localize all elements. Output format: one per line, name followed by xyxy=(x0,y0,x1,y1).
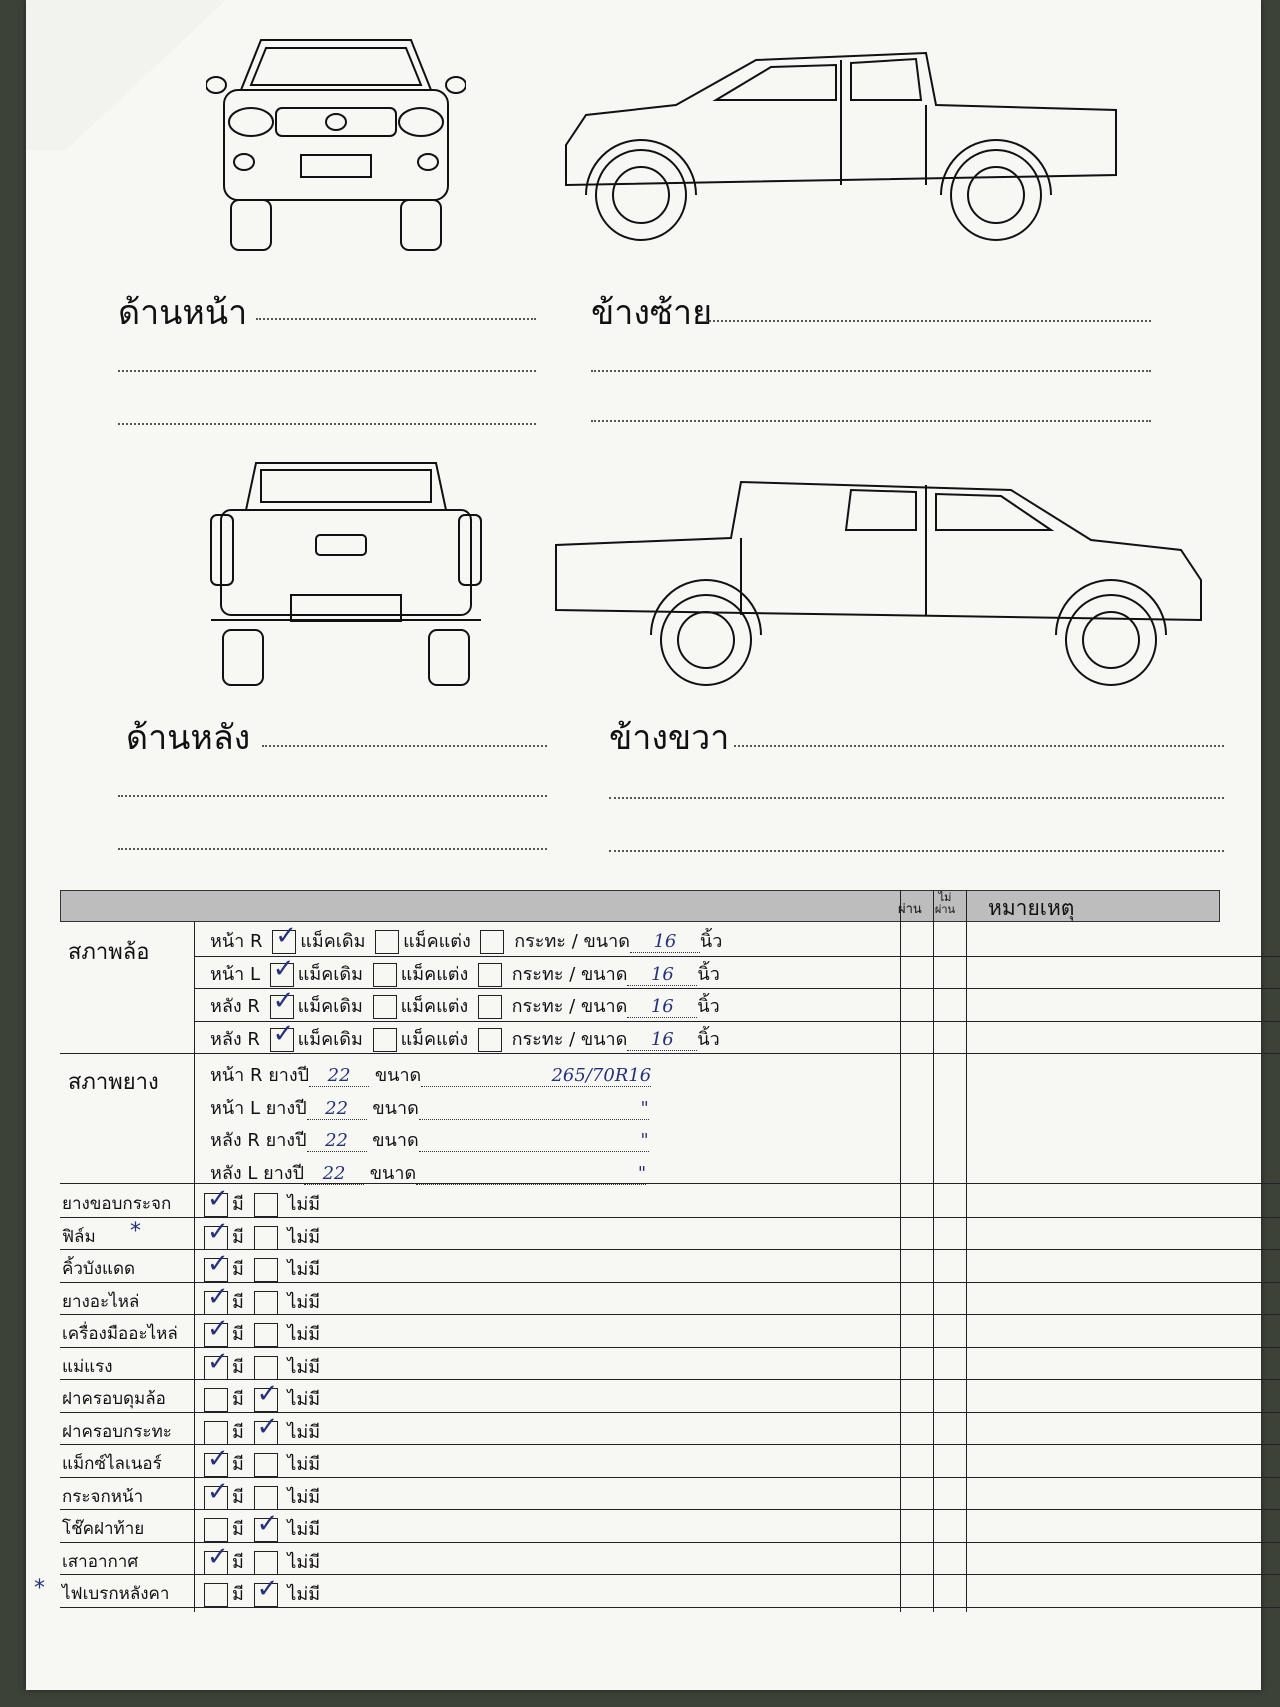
left-note-line-1[interactable] xyxy=(706,320,1151,322)
remark-column-header: หมายเหตุ xyxy=(988,896,1075,920)
wheel-size-checkbox[interactable] xyxy=(480,930,504,954)
has-label: มี xyxy=(232,1454,250,1475)
wheel-row xyxy=(210,1018,720,1053)
has-label: มี xyxy=(232,1226,250,1248)
tire-row xyxy=(210,1093,649,1122)
tire-size-value[interactable]: " xyxy=(419,1098,649,1120)
has-checkbox[interactable] xyxy=(204,1444,229,1477)
checklist-item-label: แม็กซ์ไลเนอร์ xyxy=(62,1454,162,1474)
has-checkbox[interactable] xyxy=(204,1476,229,1510)
wheel-original-checkbox[interactable] xyxy=(270,953,295,987)
section-divider xyxy=(60,1053,1280,1054)
wheel-original-checkbox[interactable] xyxy=(270,986,295,1019)
has-not-checkbox[interactable] xyxy=(254,1411,279,1445)
tire-size-label: ขนาด xyxy=(366,1097,419,1119)
checkmark-icon: ✓ xyxy=(207,1346,229,1377)
checkmark-icon: ✓ xyxy=(256,1574,279,1604)
checklist-options xyxy=(200,1509,321,1543)
tire-year-value[interactable]: 22 xyxy=(307,1130,367,1152)
checklist-options xyxy=(200,1281,321,1316)
car-front-drawing xyxy=(206,30,466,255)
rear-note-line-3[interactable] xyxy=(118,848,547,850)
checklist-options xyxy=(200,1346,321,1381)
has-not-checkbox[interactable] xyxy=(254,1486,278,1510)
row-divider xyxy=(60,1574,1280,1575)
has-not-checkbox[interactable] xyxy=(254,1193,278,1217)
has-label: มี xyxy=(232,1324,250,1345)
wheel-size-checkbox[interactable] xyxy=(478,995,502,1019)
wheel-original-label: แม็คเดิม xyxy=(297,996,369,1017)
wheel-position: หลัง R xyxy=(210,996,266,1017)
has-label: มี xyxy=(232,1584,250,1605)
wheel-custom-label: แม็คแต่ง xyxy=(400,963,474,985)
row-divider xyxy=(60,1542,1280,1543)
wheel-row xyxy=(210,953,720,988)
checklist-item-label: ยางขอบกระจก xyxy=(62,1194,172,1214)
tire-size-label: ขนาด xyxy=(369,1065,422,1086)
rear-note-line-1[interactable] xyxy=(262,745,547,747)
checklist-options xyxy=(200,1379,321,1413)
checklist-item-label: ฝาครอบดุมล้อ xyxy=(62,1389,166,1409)
has-not-checkbox[interactable] xyxy=(254,1356,278,1380)
has-not-label: ไม่มี xyxy=(281,1454,321,1475)
row-divider xyxy=(194,956,1280,957)
row-divider xyxy=(60,1217,1280,1218)
wheel-original-checkbox[interactable] xyxy=(270,1018,295,1052)
has-not-checkbox[interactable] xyxy=(254,1291,278,1315)
has-checkbox[interactable] xyxy=(204,1281,229,1315)
checkmark-icon: ✓ xyxy=(207,1444,229,1474)
wheel-unit: นิ้ว xyxy=(697,996,720,1017)
has-not-label: ไม่มี xyxy=(281,1324,321,1345)
wheel-custom-checkbox[interactable] xyxy=(373,963,397,987)
checkmark-icon: ✓ xyxy=(207,1476,229,1507)
fail-column-header: ไม่ผ่าน xyxy=(934,891,956,916)
checkmark-icon: ✓ xyxy=(272,953,295,984)
row-divider xyxy=(60,1477,1280,1478)
divider xyxy=(966,890,967,1612)
wheel-custom-label: แม็คแต่ง xyxy=(400,996,474,1017)
has-label: มี xyxy=(232,1551,250,1573)
checklist-options xyxy=(200,1411,321,1446)
car-left-side-drawing xyxy=(556,45,1206,255)
front-view-label: ด้านหน้า xyxy=(118,293,248,333)
checkmark-icon: ✓ xyxy=(207,1216,229,1247)
front-note-line-3[interactable] xyxy=(118,423,536,425)
tire-size-label: ขนาด xyxy=(366,1130,419,1151)
has-checkbox[interactable] xyxy=(204,1541,229,1575)
tire-year-label: ยางปี xyxy=(265,1097,307,1119)
row-divider xyxy=(60,1607,1280,1608)
wheel-size-label: กระทะ / ขนาด xyxy=(505,996,628,1017)
checkmark-icon: ✓ xyxy=(272,986,295,1016)
has-not-label: ไม่มี xyxy=(281,1194,321,1215)
row-divider xyxy=(60,1412,1280,1413)
checklist-options xyxy=(200,1249,321,1283)
pass-column-header: ผ่าน xyxy=(898,902,922,917)
wheel-size-value[interactable]: 16 xyxy=(627,996,697,1018)
has-not-label: ไม่มี xyxy=(281,1356,321,1378)
wheel-size-checkbox[interactable] xyxy=(478,963,502,987)
wheel-original-label: แม็คเดิม xyxy=(297,963,369,985)
asterisk-note-icon: * xyxy=(34,1576,45,1601)
has-label: มี xyxy=(232,1389,250,1410)
wheel-position: หน้า L xyxy=(210,963,266,985)
divider xyxy=(933,890,934,1612)
wheel-custom-label: แม็คแต่ง xyxy=(403,931,477,952)
has-not-checkbox[interactable] xyxy=(254,1258,278,1282)
checklist-item-label: เสาอากาศ xyxy=(62,1551,139,1572)
has-checkbox[interactable] xyxy=(204,1346,229,1380)
tire-year-value[interactable]: 22 xyxy=(307,1098,367,1120)
wheel-custom-checkbox[interactable] xyxy=(375,930,399,954)
wheel-original-label: แม็คเดิม xyxy=(297,1028,369,1050)
checklist-item-label: กระจกหน้า xyxy=(62,1486,144,1507)
has-label: มี xyxy=(232,1421,250,1443)
wheel-size-value[interactable]: 16 xyxy=(627,1029,697,1051)
has-label: มี xyxy=(232,1291,250,1313)
car-right-side-drawing xyxy=(551,470,1211,695)
row-divider xyxy=(60,1282,1280,1283)
row-divider xyxy=(60,1444,1280,1445)
wheel-size-label: กระทะ / ขนาด xyxy=(505,1028,628,1050)
rear-note-line-2[interactable] xyxy=(118,795,547,797)
wheel-row xyxy=(210,921,723,955)
checklist-options xyxy=(200,1574,321,1608)
has-checkbox[interactable] xyxy=(204,1216,229,1250)
has-checkbox[interactable] xyxy=(204,1184,229,1217)
has-not-label: ไม่มี xyxy=(281,1519,321,1540)
has-label: มี xyxy=(232,1519,250,1540)
checkmark-icon: ✓ xyxy=(207,1281,229,1312)
tire-year-label: ยางปี xyxy=(263,1162,305,1184)
asterisk-note-icon: * xyxy=(130,1218,141,1244)
checklist-options xyxy=(200,1314,321,1348)
checklist-options xyxy=(200,1444,321,1478)
wheel-original-label: แม็คเดิม xyxy=(300,931,372,952)
left-note-line-3[interactable] xyxy=(591,420,1151,422)
checkmark-icon: ✓ xyxy=(207,1184,229,1214)
wheel-original-checkbox[interactable] xyxy=(272,921,298,954)
right-note-line-1[interactable] xyxy=(734,745,1224,747)
has-not-checkbox[interactable] xyxy=(254,1453,278,1477)
checkmark-icon: ✓ xyxy=(207,1249,229,1279)
front-note-line-1[interactable] xyxy=(256,318,536,320)
row-divider xyxy=(60,1347,1280,1348)
has-not-label: ไม่มี xyxy=(281,1551,321,1573)
has-label: มี xyxy=(232,1486,250,1508)
checkmark-icon: ✓ xyxy=(256,1379,279,1409)
has-not-checkbox[interactable] xyxy=(254,1509,279,1542)
checkmark-icon: ✓ xyxy=(272,1018,295,1049)
tire-year-value[interactable]: 22 xyxy=(304,1163,364,1185)
has-checkbox[interactable] xyxy=(204,1421,228,1445)
front-note-line-2[interactable] xyxy=(118,370,536,372)
right-view-label: ข้างขวา xyxy=(609,718,730,758)
wheel-section-label: สภาพล้อ xyxy=(68,940,150,965)
wheel-unit: นิ้ว xyxy=(697,1028,720,1050)
tire-position: หน้า L xyxy=(210,1097,266,1119)
wheel-custom-checkbox[interactable] xyxy=(373,995,397,1019)
checklist-item-label: ไฟเบรกหลังคา xyxy=(62,1584,170,1604)
inspection-table xyxy=(34,890,1220,1615)
has-checkbox[interactable] xyxy=(204,1314,229,1347)
checklist-options xyxy=(200,1476,321,1511)
wheel-position: หลัง R xyxy=(210,1028,266,1050)
has-not-label: ไม่มี xyxy=(281,1421,321,1443)
has-not-label: ไม่มี xyxy=(281,1584,321,1605)
has-not-label: ไม่มี xyxy=(281,1486,321,1508)
tire-position: หน้า R xyxy=(210,1065,269,1086)
wheel-unit: นิ้ว xyxy=(699,931,723,952)
has-not-checkbox[interactable] xyxy=(254,1379,279,1412)
row-divider xyxy=(60,1379,1280,1380)
divider xyxy=(900,890,901,1612)
wheel-size-label: กระทะ / ขนาด xyxy=(508,931,630,952)
checklist-options xyxy=(200,1541,321,1576)
has-not-checkbox[interactable] xyxy=(254,1226,278,1250)
wheel-unit: นิ้ว xyxy=(697,963,720,985)
row-divider xyxy=(194,988,1280,989)
has-label: มี xyxy=(232,1259,250,1280)
tire-size-value[interactable]: " xyxy=(419,1130,649,1152)
checklist-options xyxy=(200,1184,321,1218)
checklist-item-label: คิ้วบังแดด xyxy=(62,1259,136,1279)
has-label: มี xyxy=(232,1356,250,1378)
car-rear-drawing xyxy=(201,455,491,690)
row-divider xyxy=(60,1249,1280,1250)
tire-size-value[interactable]: " xyxy=(416,1163,646,1185)
checkmark-icon: ✓ xyxy=(207,1541,229,1572)
wheel-size-value[interactable]: 16 xyxy=(630,931,700,953)
checklist-item-label: ยางอะไหล่ xyxy=(62,1291,140,1312)
checkmark-icon: ✓ xyxy=(256,1411,279,1442)
has-not-checkbox[interactable] xyxy=(254,1551,278,1575)
tire-size-value[interactable]: 265/70R16 xyxy=(421,1065,651,1087)
left-view-label: ข้างซ้าย xyxy=(591,293,713,333)
has-not-label: ไม่มี xyxy=(281,1226,321,1248)
tire-row xyxy=(210,1060,651,1089)
wheel-custom-label: แม็คแต่ง xyxy=(400,1028,474,1050)
wheel-size-value[interactable]: 16 xyxy=(627,964,697,986)
has-not-label: ไม่มี xyxy=(281,1259,321,1280)
section-divider xyxy=(60,1183,1280,1184)
wheel-row xyxy=(210,986,720,1020)
wheel-size-label: กระทะ / ขนาด xyxy=(506,963,628,985)
tire-year-label: ยางปี xyxy=(268,1065,310,1086)
has-label: มี xyxy=(232,1194,250,1215)
has-checkbox[interactable] xyxy=(204,1388,228,1412)
has-not-label: ไม่มี xyxy=(281,1291,321,1313)
has-not-checkbox[interactable] xyxy=(254,1323,278,1347)
row-divider xyxy=(60,1509,1280,1510)
has-not-checkbox[interactable] xyxy=(254,1574,279,1607)
row-divider xyxy=(194,1021,1280,1022)
checkmark-icon: ✓ xyxy=(275,921,298,951)
tire-section-label: สภาพยาง xyxy=(68,1070,159,1095)
checklist-item-label: ฝาครอบกระทะ xyxy=(62,1421,172,1442)
right-note-line-2[interactable] xyxy=(609,797,1224,799)
has-not-label: ไม่มี xyxy=(281,1389,321,1410)
folded-corner xyxy=(26,0,226,150)
checklist-options xyxy=(200,1216,321,1251)
tire-position: หลัง L xyxy=(210,1162,264,1184)
tire-row xyxy=(210,1125,649,1154)
tire-year-value[interactable]: 22 xyxy=(309,1065,369,1087)
left-note-line-2[interactable] xyxy=(591,370,1151,372)
wheel-position: หน้า R xyxy=(210,931,269,952)
checklist-item-label: เครื่องมืออะไหล่ xyxy=(62,1324,178,1344)
tire-year-label: ยางปี xyxy=(265,1130,307,1151)
tire-size-label: ขนาด xyxy=(364,1162,417,1184)
checkmark-icon: ✓ xyxy=(207,1314,229,1344)
checklist-item-label: โช๊คฝาท้าย xyxy=(62,1519,145,1539)
rear-view-label: ด้านหลัง xyxy=(126,718,251,758)
checklist-item-label: แม่แรง xyxy=(62,1356,113,1377)
right-note-line-3[interactable] xyxy=(609,850,1224,852)
has-checkbox[interactable] xyxy=(204,1249,229,1282)
tire-position: หลัง R xyxy=(210,1130,266,1151)
has-checkbox[interactable] xyxy=(204,1583,228,1607)
row-divider xyxy=(60,1314,1280,1315)
checkmark-icon: ✓ xyxy=(256,1509,279,1539)
has-checkbox[interactable] xyxy=(204,1518,228,1542)
wheel-custom-checkbox[interactable] xyxy=(373,1028,397,1052)
checklist-item-label: ฟิล์ม xyxy=(62,1226,96,1247)
wheel-size-checkbox[interactable] xyxy=(478,1028,502,1052)
